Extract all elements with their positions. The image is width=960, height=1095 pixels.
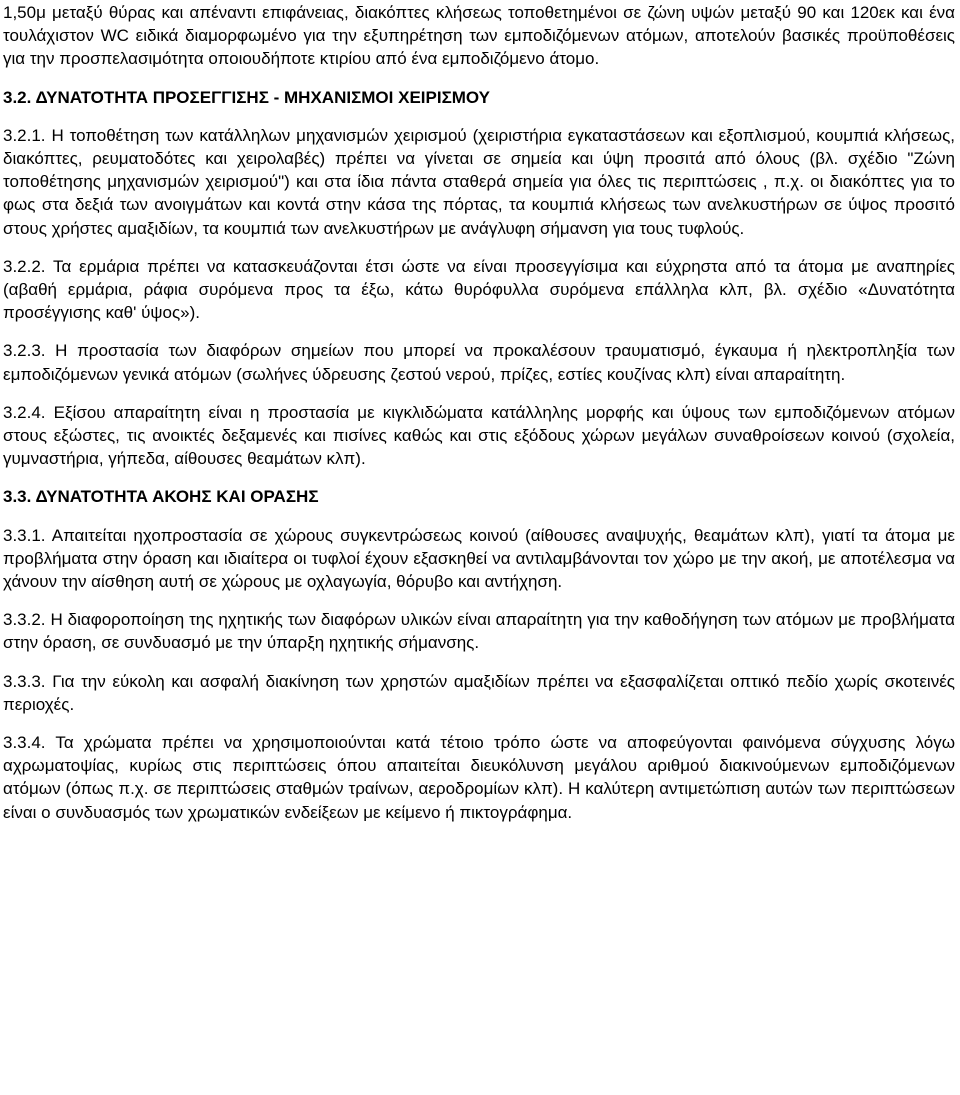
paragraph-number: 3.3.2.	[3, 610, 46, 630]
paragraph-number: 3.3.1.	[3, 525, 46, 545]
paragraph-3-2-3	[3, 339, 955, 385]
paragraph-text: Η διαφοροποίηση της ηχητικής των διαφόρων υλικών είναι απαραίτητη για την καθοδήγηση των ατόμων με προβλήματα στην όραση, σε συνδυασμό με την ύπαρξη ηχητικής σήμανσης.	[3, 610, 955, 653]
paragraph-number: 3.2.1.	[3, 125, 46, 145]
paragraph-text: Η προστασία των διαφόρων σημείων που μπορεί να προκαλέσουν τραυματισμό, έγκαυμα ή ηλεκτροπληξία των εμποδιζόμενων γενικά ατόμων (σωλήνες ύδρευσης ζεστού νερού, πρίζες, εστίες κουζίνας κλπ) είναι απαραίτητη.	[3, 341, 955, 384]
section-heading-3-3	[3, 485, 955, 508]
paragraph-text: Τα ερμάρια πρέπει να κατασκευάζονται έτσι ώστε να είναι προσεγγίσιμα και εύχρηστα από τα άτομα με αναπηρίες (αβαθή ερμάρια, ράφια συρόμενα προς τα έξω, κάτω θυρόφυλλα συρόμενα επάλληλα κλπ, βλ. σχέδιο «Δυνατότητα προσέγγισης καθ' ύψος»).	[3, 256, 955, 323]
paragraph-number: 3.2.4.	[3, 402, 46, 422]
paragraph-3-3-3	[3, 670, 955, 716]
paragraph-intro	[3, 1, 955, 71]
section-number: 3.2.	[3, 87, 32, 107]
paragraph-3-3-2	[3, 608, 955, 654]
section-title: ΔΥΝΑΤΟΤΗΤΑ ΑΚΟΗΣ ΚΑΙ ΟΡΑΣΗΣ	[35, 487, 319, 507]
document-page	[0, 1, 960, 824]
section-heading-3-2	[3, 86, 955, 109]
paragraph-text: Για την εύκολη και ασφαλή διακίνηση των χρηστών αμαξιδίων πρέπει να εξασφαλίζεται οπτικό πεδίο χωρίς σκοτεινές περιοχές.	[3, 671, 955, 714]
paragraph-number: 3.3.4.	[3, 733, 46, 753]
paragraph-3-2-1	[3, 124, 955, 240]
paragraph-number: 3.2.2.	[3, 256, 46, 276]
paragraph-text: Απαιτείται ηχοπροστασία σε χώρους συγκεντρώσεως κοινού (αίθουσες αναψυχής, θεαμάτων κλπ), γιατί τα άτομα με προβλήματα στην όραση και ιδιαίτερα οι τυφλοί έχουν εξασκηθεί να αντιλαμβάνονται τον χώρο με την ακοή, με αποτέλεσμα να χάνουν την αίσθηση αυτή σε χώρους με οχλαγωγία, θόρυβο και αντήχηση.	[3, 525, 955, 592]
section-number: 3.3.	[3, 487, 32, 507]
paragraph-number: 3.3.3.	[3, 671, 46, 691]
section-title: ΔΥΝΑΤΟΤΗΤΑ ΠΡΟΣΕΓΓΙΣΗΣ - ΜΗΧΑΝΙΣΜΟΙ ΧΕΙΡΙΣΜΟΥ	[35, 87, 491, 107]
paragraph-text: Εξίσου απαραίτητη είναι η προστασία με κιγκλιδώματα κατάλληλης μορφής και ύψους των εμποδιζόμενων ατόμων στους εξώστες, τις ανοικτές δεξαμενές και πισίνες καθώς και στις εξόδους χώρων μεγάλων συναθροίσεων κοινού (σχολεία, γυμναστήρια, γήπεδα, αίθουσες θεαμάτων κλπ).	[3, 402, 955, 469]
paragraph-3-2-2	[3, 255, 955, 325]
paragraph-3-2-4	[3, 401, 955, 471]
paragraph-3-3-1	[3, 524, 955, 594]
paragraph-3-3-4	[3, 731, 955, 824]
paragraph-number: 3.2.3.	[3, 341, 46, 361]
paragraph-text: Η τοποθέτηση των κατάλληλων μηχανισμών χειρισμού (χειριστήρια εγκαταστάσεων και εξοπλισμού, κουμπιά κλήσεως, διακόπτες, ρευματοδότες και χειρολαβές) πρέπει να γίνεται σε σημεία και ύψη προσιτά από όλους (βλ. σχέδιο "Ζώνη τοποθέτησης μηχανισμών χειρισμού") και στα ίδια πάντα σταθερά σημεία για όλες τις περιπτώσεις , π.χ. οι διακόπτες για το φως στα δεξιά των ανοιγμάτων και κοντά στην κάσα της πόρτας, τα κουμπιά κλήσεως των ανελκυστήρων σε ύψος προσιτό στους χρήστες αμαξιδίων, τα κουμπιά των ανελκυστήρων με ανάγλυφη σήμανση για τους τυφλούς.	[3, 125, 955, 238]
paragraph-text: 1,50μ μεταξύ θύρας και απέναντι επιφάνειας, διακόπτες κλήσεως τοποθετημένοι σε ζώνη υψών μεταξύ 90 και 120εκ και ένα τουλάχιστον WC ειδικά διαμορφωμένο για την εξυπηρέτηση των εμποδιζόμενων ατόμων, αποτελούν βασικές προϋποθέσεις για την προσπελασιμότητα οποιουδήποτε κτιρίου από ένα εμποδιζόμενο άτομο.	[3, 3, 955, 69]
paragraph-text: Τα χρώματα πρέπει να χρησιμοποιούνται κατά τέτοιο τρόπο ώστε να αποφεύγονται φαινόμενα σύγχυσης λόγω αχρωματοψίας, κυρίως στις περιπτώσεις όπου απαιτείται διευκόλυνση μεγάλου αριθμού διακινούμενων εμποδιζόμενων ατόμων (όπως π.χ. σε περιπτώσεις σταθμών τραίνων, αεροδρομίων κλπ). Η καλύτερη αντιμετώπιση αυτών των περιπτώσεων είναι ο συνδυασμός των χρωματικών ενδείξεων με κείμενο ή πικτογράφημα.	[3, 733, 955, 822]
